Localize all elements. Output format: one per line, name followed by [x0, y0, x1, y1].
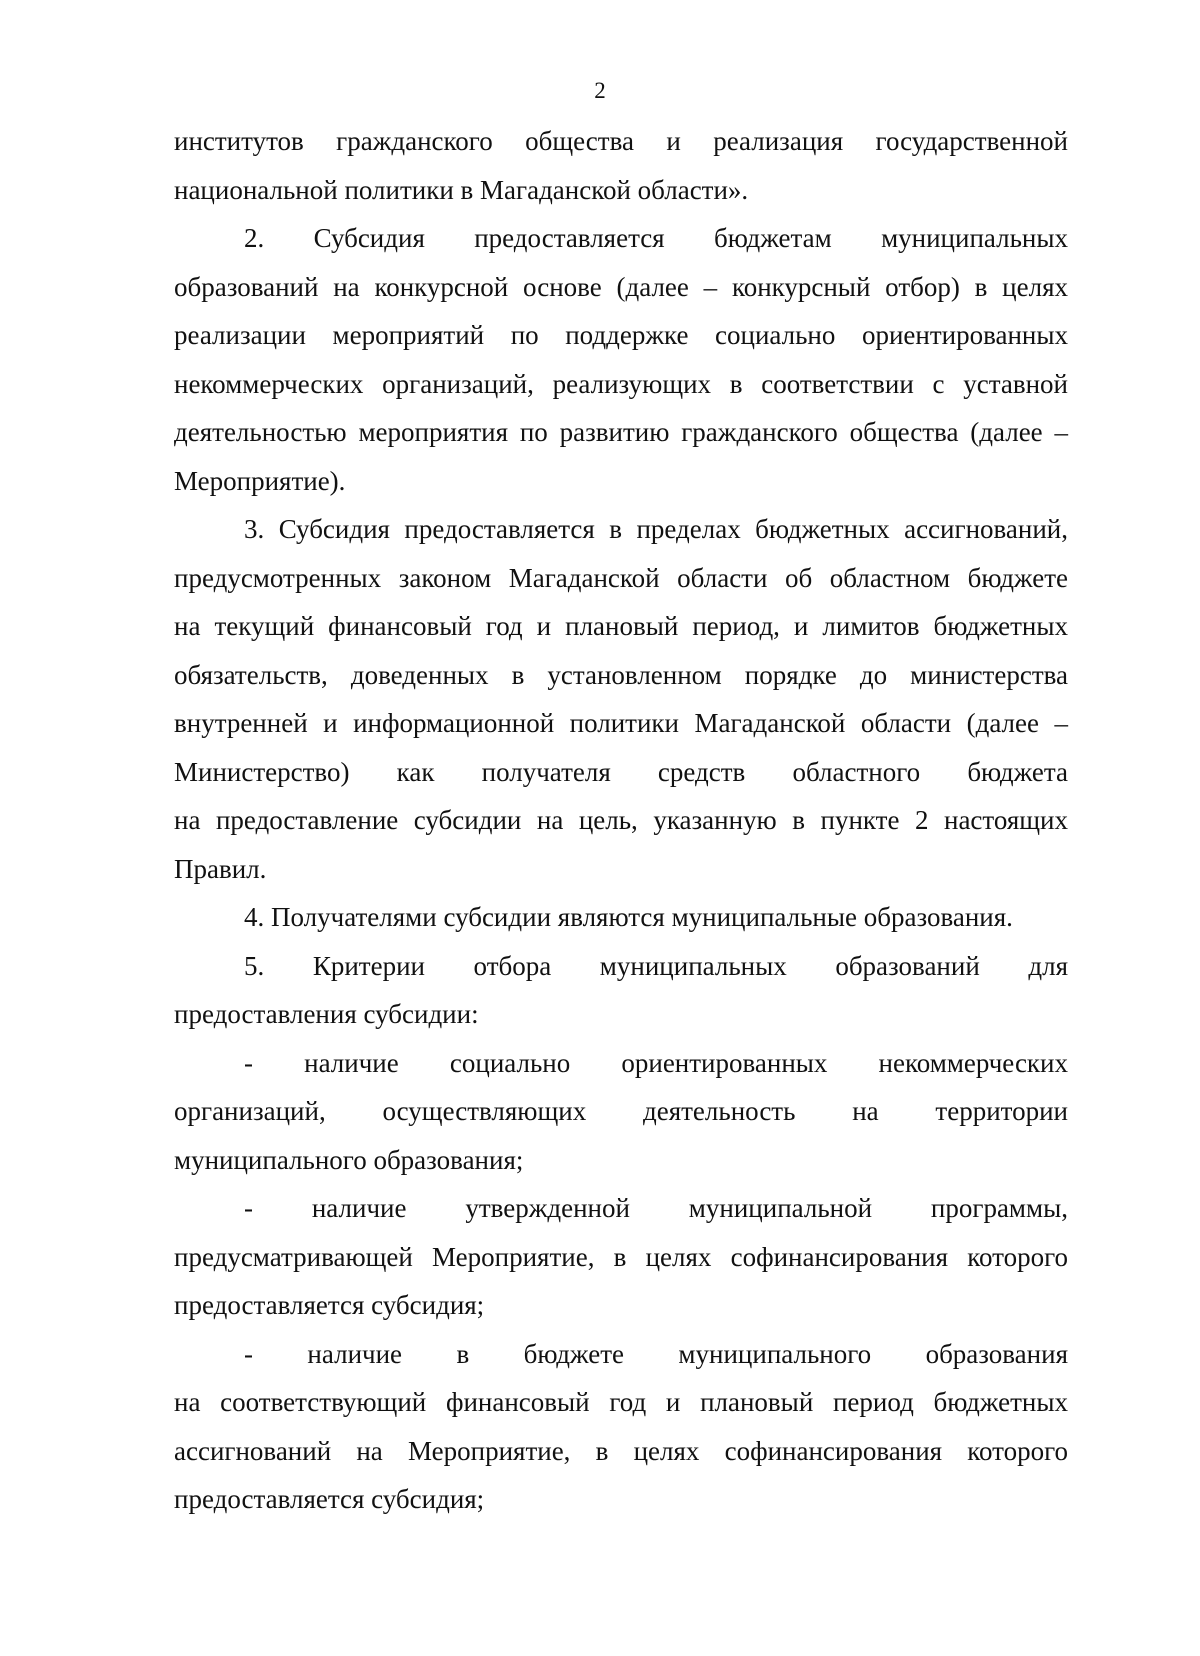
text-line: на предоставление субсидии на цель, указанную в пункте 2 настоящих [174, 805, 1068, 835]
text-line: Правил. [174, 853, 267, 884]
text-line: муниципального образования; [174, 1144, 524, 1175]
paragraph-1-continuation [174, 117, 1068, 214]
text-line: Мероприятие). [174, 465, 346, 496]
text-line: образований на конкурсной основе (далее – конкурсный отбор) в целях [174, 271, 1068, 302]
document-body [174, 117, 1068, 1524]
criteria-item-1 [174, 1039, 1068, 1185]
text-line: предусмотренных законом Магаданской области об областном бюджете [174, 562, 1068, 593]
text-line: предоставляется субсидия; [174, 1290, 485, 1320]
text-line: 2. Субсидия предоставляется бюджетам муниципальных [244, 223, 1068, 253]
criteria-item-3 [174, 1330, 1068, 1524]
text-line: ассигнований на Мероприятие, в целях софинансирования которого [174, 1435, 1068, 1466]
text-line: - наличие утвержденной муниципальной программы, [244, 1193, 1068, 1223]
text-line: институтов гражданского общества и реализация государственной [174, 126, 1068, 156]
text-line: обязательств, доведенных в установленном порядке до министерства [174, 659, 1068, 690]
paragraph-5 [174, 942, 1068, 1039]
text-line: 4. Получателями субсидии являются муниципальные образования. [244, 902, 1013, 932]
paragraph-2 [174, 214, 1068, 505]
text-line: - наличие в бюджете муниципального образования [244, 1338, 1068, 1369]
text-line: 5. Критерии отбора муниципальных образований для [244, 950, 1068, 981]
text-line: некоммерческих организаций, реализующих в соответствии с уставной [174, 368, 1068, 399]
text-line: деятельностью мероприятия по развитию гражданского общества (далее – [174, 417, 1068, 447]
text-line: внутренней и информационной политики Магаданской области (далее – [174, 708, 1068, 738]
text-line: национальной политики в Магаданской области». [174, 174, 749, 205]
text-line: предоставляется субсидия; [174, 1484, 485, 1514]
text-line: предусматривающей Мероприятие, в целях софинансирования которого [174, 1241, 1068, 1272]
text-line: на текущий финансовый год и плановый период, и лимитов бюджетных [174, 611, 1068, 641]
paragraph-3 [174, 505, 1068, 893]
text-line: на соответствующий финансовый год и плановый период бюджетных [174, 1387, 1068, 1417]
text-line: реализации мероприятий по поддержке социально ориентированных [174, 320, 1068, 350]
criteria-item-2 [174, 1184, 1068, 1330]
paragraph-4 [174, 893, 1068, 942]
text-line: 3. Субсидия предоставляется в пределах бюджетных ассигнований, [244, 514, 1068, 544]
page-number: 2 [594, 78, 606, 103]
text-line: предоставления субсидии: [174, 999, 479, 1029]
text-line: организаций, осуществляющих деятельность на территории [174, 1096, 1068, 1126]
text-line: - наличие социально ориентированных некоммерческих [244, 1047, 1068, 1078]
text-line: Министерство) как получателя средств областного бюджета [174, 756, 1068, 787]
